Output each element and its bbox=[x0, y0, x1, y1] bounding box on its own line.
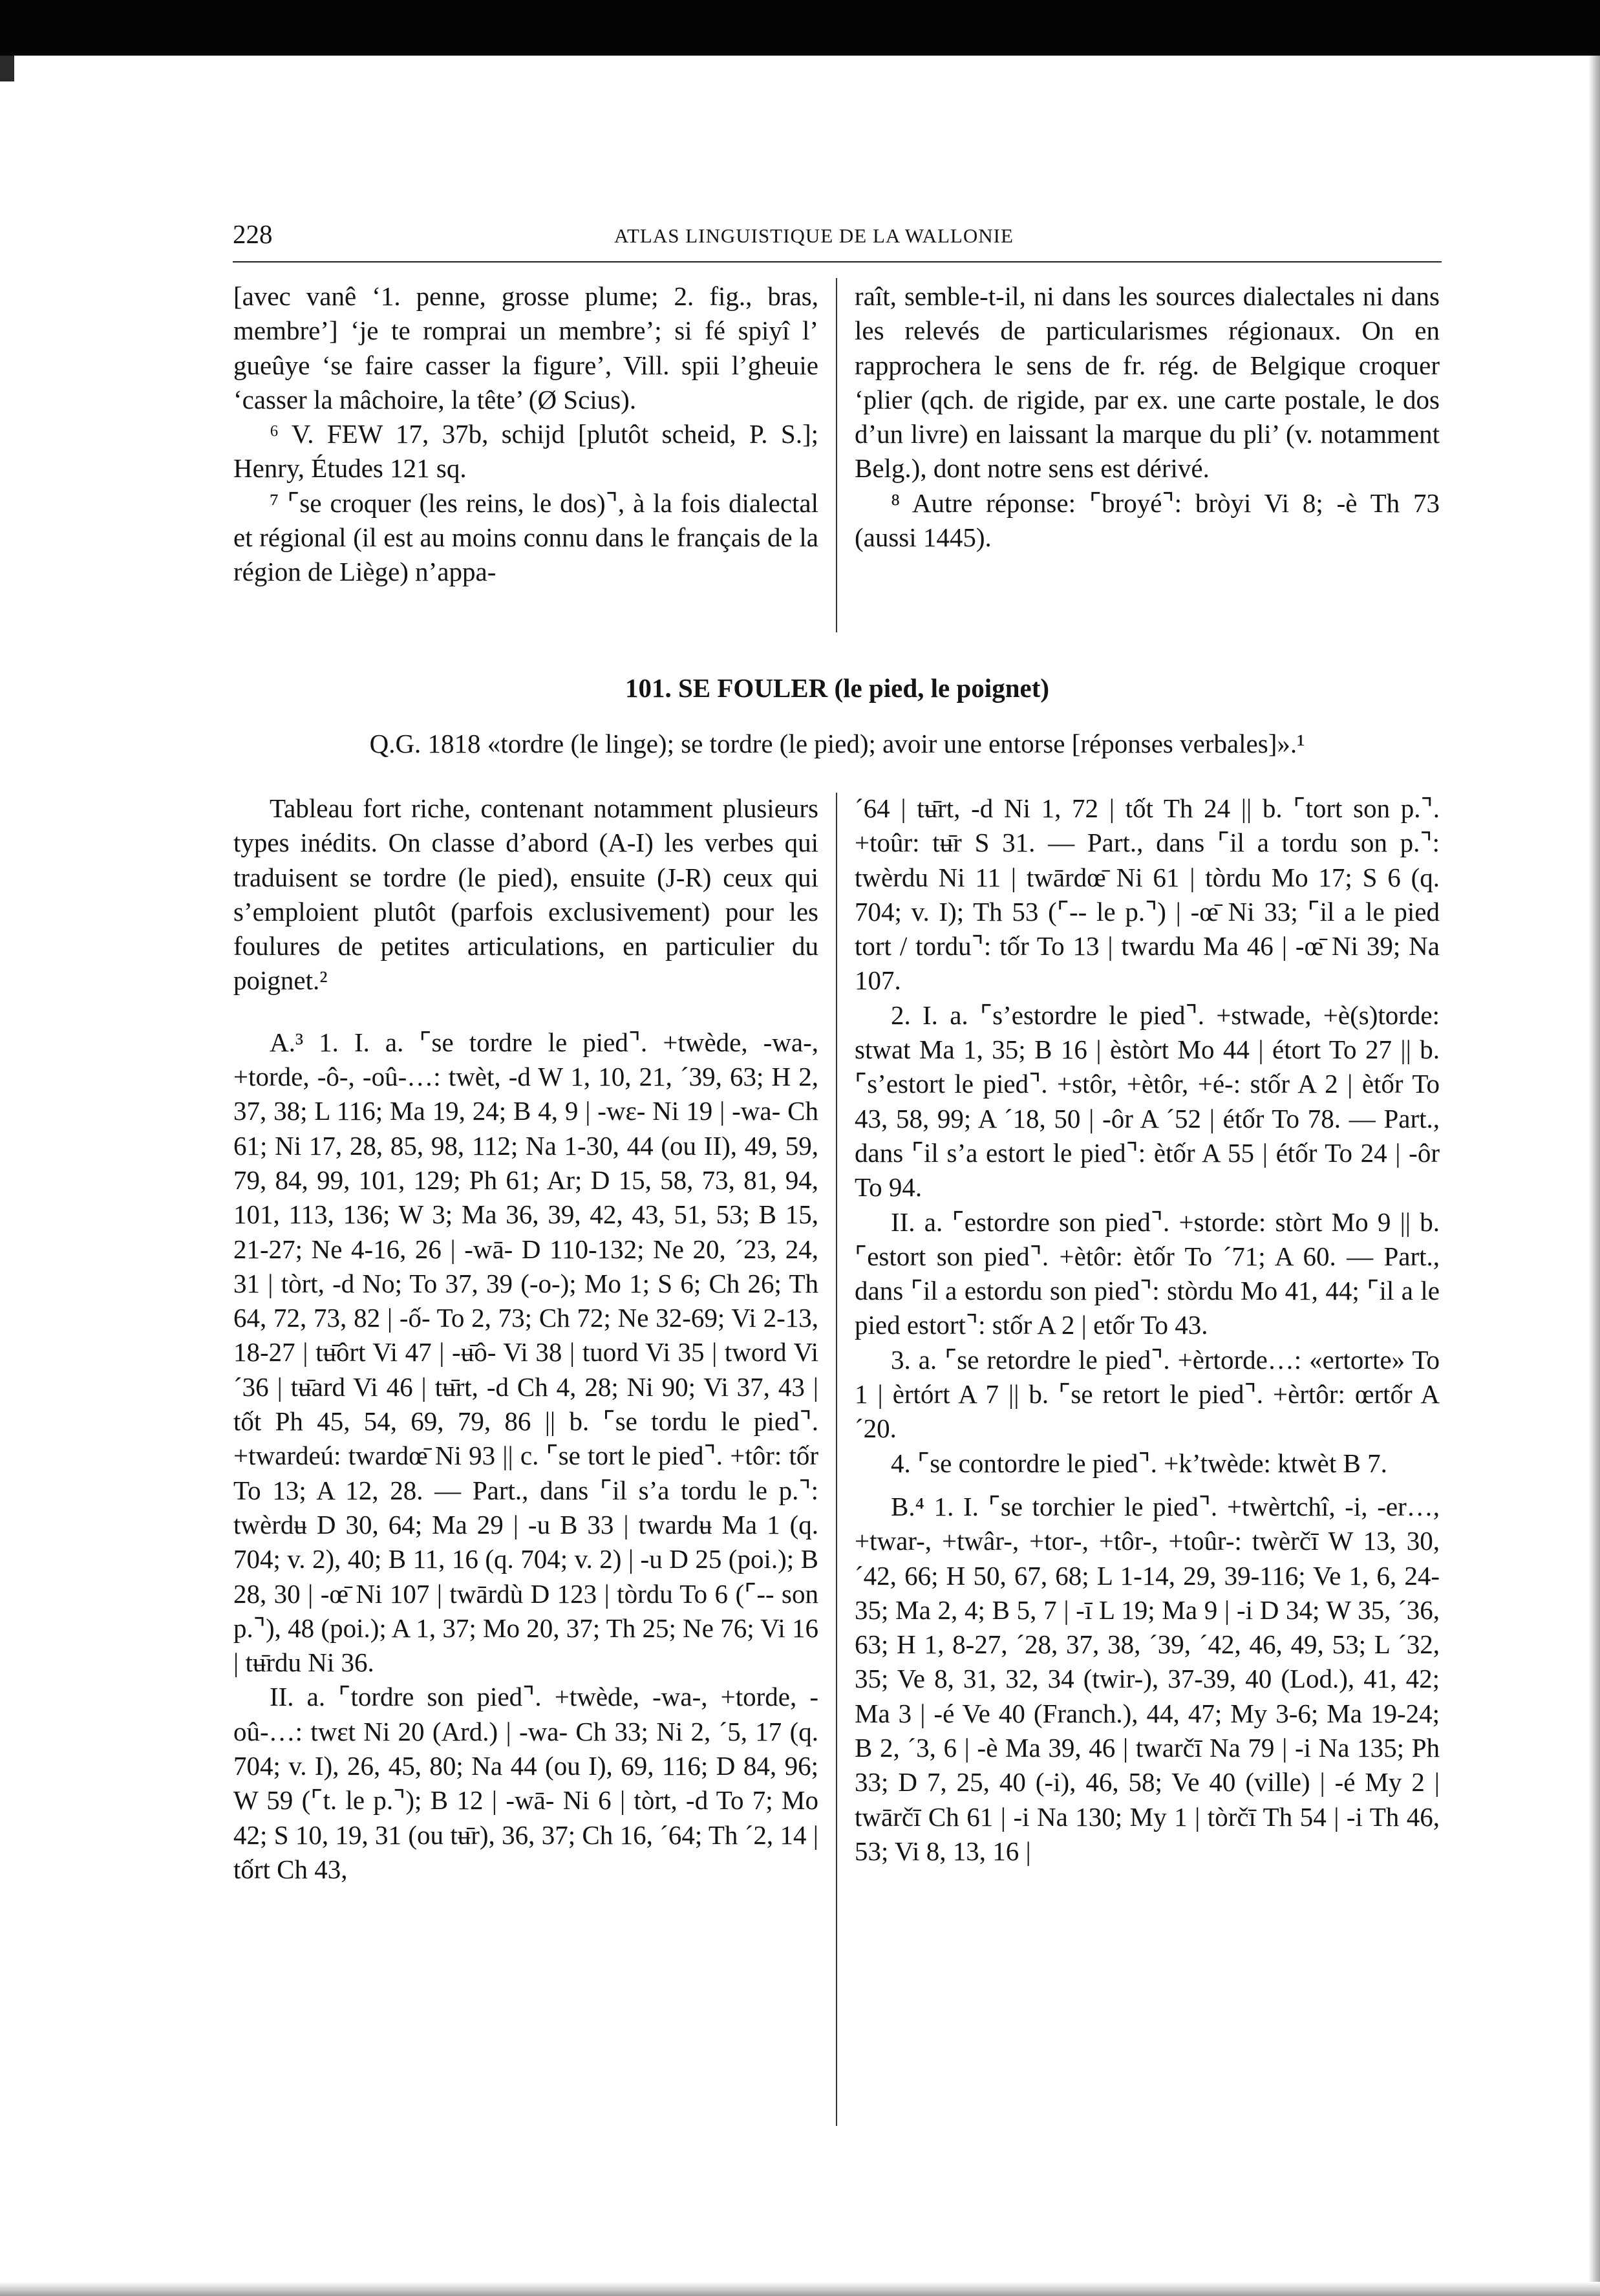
paragraph: [avec vanê ‘1. penne, grosse plume; 2. fig., bras, membre’] ‘je te romprai un membre’; si fé spiyî l’ gueûye ‘se faire casser la figure’, Vill. spii l’gheuie ‘casser la mâchoire, la tête’ (Ø Scius). bbox=[233, 281, 818, 414]
running-title: ATLAS LINGUISTIQUE DE LA WALLONIE bbox=[614, 224, 1014, 247]
column-divider bbox=[836, 278, 837, 632]
intro-paragraph: Tableau fort riche, contenant notamment plusieurs types inédits. On classe d’abord (A-I) les verbes qui traduisent se tordre (le pied), ensuite (J-R) ceux qui s’emploient plutôt (parfois exclusivement) pour les foulures de petites articulations, en particulier du poignet.² bbox=[233, 793, 818, 996]
entry-paragraph: 4. ⌜se contordre le pied⌝. +k’twède: ktwèt B 7. bbox=[891, 1448, 1387, 1478]
main-left-column bbox=[233, 791, 818, 2149]
entry-paragraph: II. a. ⌜estordre son pied⌝. +storde: stòrt Mo 9 || b. ⌜estort son pied⌝. +ètôr: ètốr To ´71; A 60. — Part., dans ⌜il a estordu son pied⌝: stòrdu Mo 41, 44; ⌜il a le pied estort⌝: stốr A 2 | etốr To 43. bbox=[855, 1207, 1440, 1340]
entry-paragraph: ´64 | tʉ̄rt, -d Ni 1, 72 | tốt Th 24 || b. ⌜tort son p.⌝. +toûr: tʉ̄r S 31. — Part., dans ⌜il a tordu son p.⌝: twèrdu Ni 11 | twārdœ̄ Ni 61 | tòrdu Mo 17; S 6 (q. 704; v. I); Th 53 (⌜-- le p.⌝) | -œ̄ Ni 33; ⌜il a le pied tort / tordu⌝: tốr To 13 | twardu Ma 46 | -œ̄ Ni 39; Na 107. bbox=[855, 793, 1440, 996]
top-right-column bbox=[855, 279, 1440, 632]
paragraph: raît, semble-t-il, ni dans les sources dialectales ni dans les relevés de particularismes régionaux. On en rapprochera le sens de fr. rég. de Belgique croquer ‘plier (qch. de rigide, par ex. une carte postale, le dos d’un livre) en laissant la marque du pli’ (v. notamment Belg.), dont notre sens est dérivé. bbox=[855, 281, 1440, 484]
column-divider bbox=[836, 793, 837, 2126]
scan-border-bottom bbox=[0, 2282, 1600, 2296]
footnote-8: ⁸ Autre réponse: ⌜broyé⌝: bròyi Vi 8; -è Th 73 (aussi 1445). bbox=[855, 488, 1440, 553]
entry-paragraph: II. a. ⌜tordre son pied⌝. +twède, -wa-, +torde, -oû-…: twεt Ni 20 (Ard.) | -wa- Ch 33; Ni 2, ´5, 17 (q. 704; v. I), 26, 45, 80; Na 44 (ou I), 69, 116; D 84, 96; W 59 (⌜t. le p.⌝); B 12 | -wā- Ni 6 | tòrt, -d To 7; Mo 42; S 10, 19, 31 (ou tʉ̄r), 36, 37; Ch 16, ´64; Th ´2, 14 | tốrt Ch 43, bbox=[233, 1682, 818, 1884]
scan-shadow bbox=[0, 56, 14, 81]
entry-paragraph: 2. I. a. ⌜s’estordre le pied⌝. +stwade, +è(s)torde: stwat Ma 1, 35; B 16 | èstòrt Mo 44 | étort To 27 || b. ⌜s’estort le pied⌝. +stôr, +ètôr, +é-: stốr A 2 | ètốr To 43, 58, 99; A ´18, 50 | -ôr A ´52 | étốr To 78. — Part., dans ⌜il s’a estort le pied⌝: ètốr A 55 | étốr To 24 | -ôr To 94. bbox=[855, 1000, 1440, 1203]
footnote-6: ⁶ V. FEW 17, 37b, schijd [plutôt scheid, P. S.]; Henry, Études 121 sq. bbox=[233, 419, 818, 484]
questionnaire-line: Q.G. 1818 «tordre (le linge); se tordre (le pied); avoir une entorse [réponses verbales]».¹ bbox=[369, 729, 1305, 758]
entry-paragraph: B.⁴ 1. I. ⌜se torchier le pied⌝. +twèrtchî, -i, -er…, +twar-, +twâr-, +tor-, +tôr-, +toûr-: twèrčī W 13, 30, ´42, 66; H 50, 67, 68; L 1-14, 29, 39-116; Ve 1, 6, 24-35; Ma 2, 4; B 5, 7 | -ī L 19; Ma 9 | -i D 34; W 35, ´36, 63; H 1, 8-27, ´28, 37, 38, ´39, ´42, 46, 49, 53; L ´32, 35; Ve 8, 31, 32, 34 (twir-), 37-39, 40 (Lod.), 41, 42; Ma 3 | -é Ve 40 (Franch.), 44, 47; My 3-6; Ma 19-24; B 2, ´3, 6 | -è Ma 39, 46 | twarčī Na 79 | -i Na 135; Ph 33; D 7, 25, 40 (-i), 46, 58; Ve 40 (ville) | -é My 2 | twārčī Ch 61 | -i Na 130; My 1 | tòrčī Th 54 | -i Th 46, 53; Vi 8, 13, 16 | bbox=[855, 1491, 1440, 1866]
running-head bbox=[233, 213, 1442, 263]
page-number: 228 bbox=[233, 219, 273, 249]
scan-border-right bbox=[1588, 56, 1600, 2296]
main-right-column bbox=[855, 791, 1440, 2149]
entry-paragraph: A.³ 1. I. a. ⌜se tordre le pied⌝. +twède, -wa-, +torde, -ô-, -oû-…: twèt, -d W 1, 10, 21, ´39, 63; H 2, 37, 38; L 116; Ma 19, 24; B 4, 9 | -wε- Ni 19 | -wa- Ch 61; Ni 17, 28, 85, 98, 112; Na 1-30, 44 (ou II), 49, 59, 79, 84, 99, 101, 129; Ph 61; Ar; D 15, 58, 73, 81, 94, 101, 113, 136; W 3; Ma 36, 39, 42, 43, 51, 53; B 15, 21-27; Ne 4-16, 26 | -wā- D 110-132; Ne 20, ´23, 24, 31 | tòrt, -d No; To 37, 39 (-o-); Mo 1; S 6; Ch 26; Th 64, 72, 73, 82 | -ố- To 2, 73; Ch 72; Ne 32-69; Vi 2-13, 18-27 | tʉ̄ôrt Vi 47 | -ʉ̄ô- Vi 38 | tuord Vi 35 | tword Vi ´36 | tʉ̄ard Vi 46 | tʉ̄rt, -d Ch 4, 28; Ni 90; Vi 37, 43 | tốt Ph 45, 54, 69, 79, 86 || b. ⌜se tordu le pied⌝. +twardeú: twardœ̄ Ni 93 || c. ⌜se tort le pied⌝. +tôr: tốr To 13; A 12, 28. — Part., dans ⌜il s’a tordu le p.⌝: twèrdʉ D 30, 64; Ma 29 | -u B 33 | twardʉ Ma 1 (q. 704; v. 2), 40; B 11, 16 (q. 704; v. 2) | -u D 25 (poi.); B 28, 30 | -œ̄ Ni 107 | twārdù D 123 | tòrdu To 6 (⌜-- son p.⌝), 48 (poi.); A 1, 37; Mo 20, 37; Th 25; Ne 76; Vi 16 | tʉ̄rdu Ni 36. bbox=[233, 1027, 818, 1678]
entry-paragraph: 3. a. ⌜se retordre le pied⌝. +èrtorde…: «ertorte» To 1 | èrtórt A 7 || b. ⌜se retort le pied⌝. +èrtôr: œrtốr A ´20. bbox=[855, 1344, 1440, 1444]
scan-border-top bbox=[0, 0, 1600, 56]
top-left-column bbox=[233, 279, 818, 632]
footnote-7: ⁷ ⌜se croquer (les reins, le dos)⌝, à la fois dialectal et régional (il est au moins connu dans le français de la région de Liège) n’appa- bbox=[233, 488, 818, 587]
section-heading: 101. SE FOULER (le pied, le poignet) bbox=[624, 673, 1050, 703]
